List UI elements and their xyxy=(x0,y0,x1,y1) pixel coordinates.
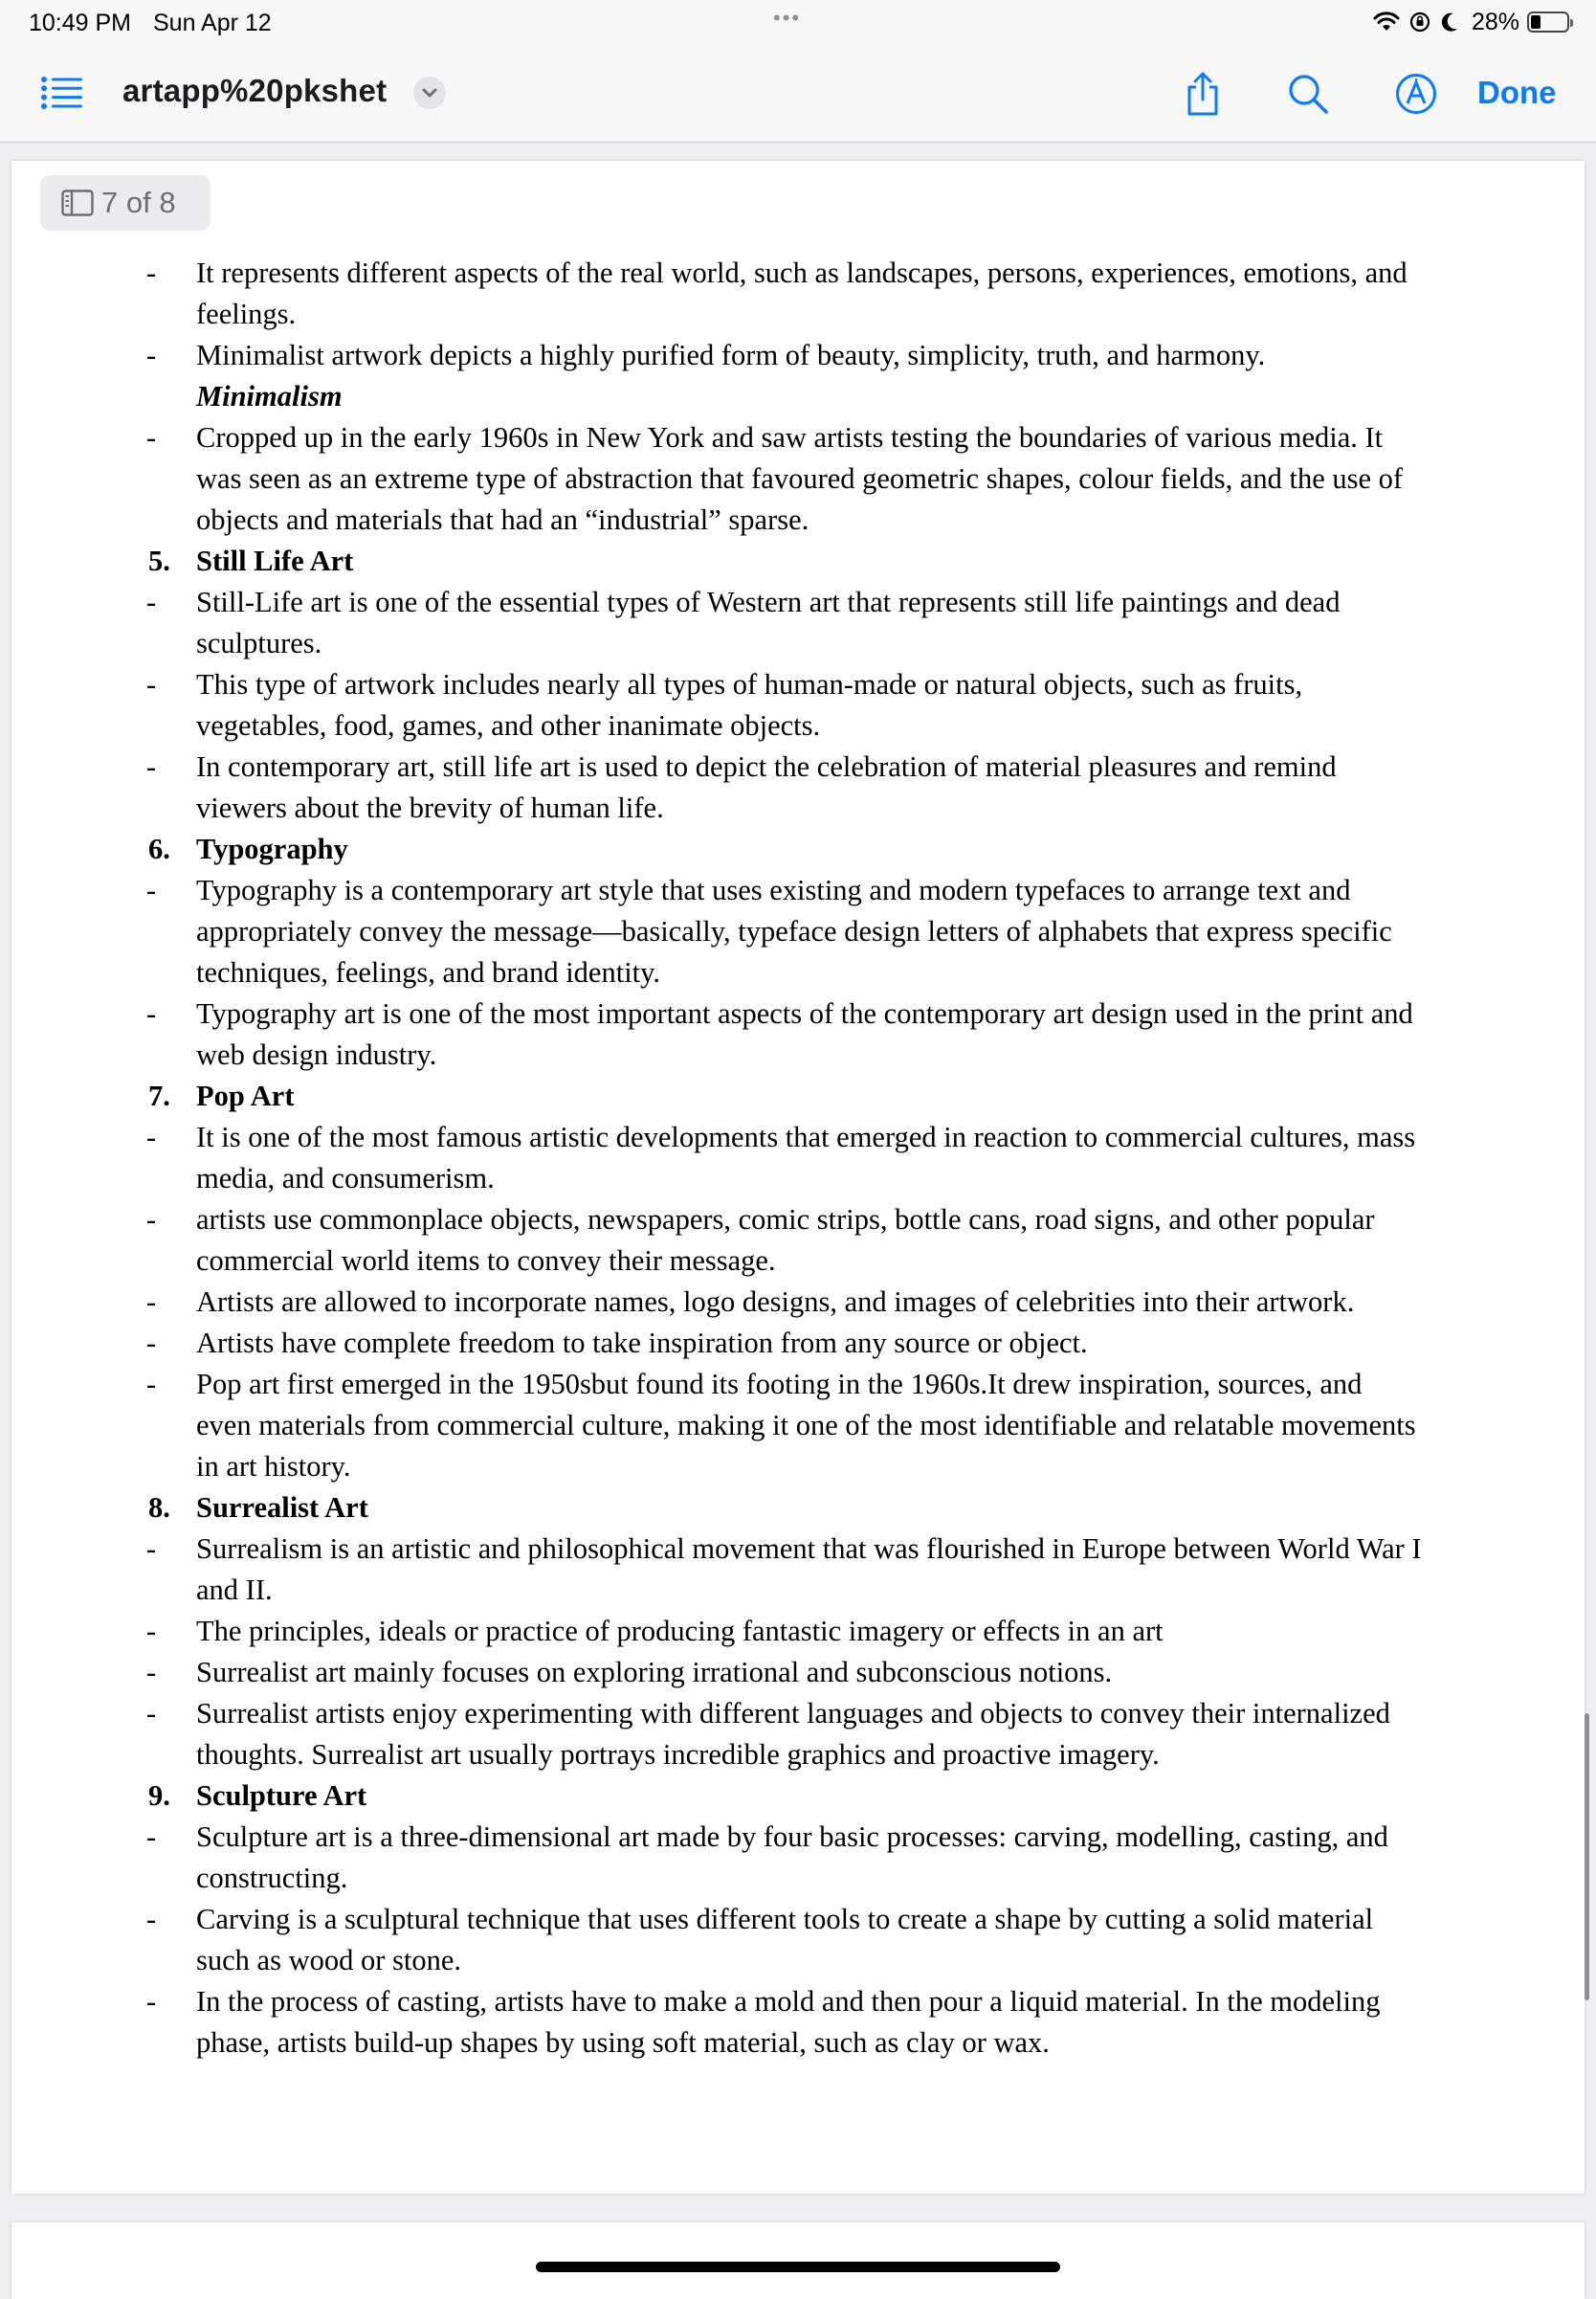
text-line: In contemporary art, still life art is used to depict the celebration of material pleasures and remind xyxy=(196,750,1337,783)
chevron-down-icon xyxy=(413,77,446,109)
text-line: techniques, feelings, and brand identity. xyxy=(196,956,661,989)
text-line: Surrealist art mainly focuses on exploring irrational and subconscious notions. xyxy=(196,1656,1113,1688)
bullet-dash: - xyxy=(146,668,157,701)
list-icon[interactable] xyxy=(40,76,84,110)
text-line: was seen as an extreme type of abstraction that favoured geometric shapes, colour fields, and the use of xyxy=(196,462,1404,495)
text-line: viewers about the brevity of human life. xyxy=(196,792,664,824)
page-thumbnail-icon xyxy=(61,190,94,216)
share-icon[interactable] xyxy=(1183,71,1223,117)
text-line: constructing. xyxy=(196,1862,348,1894)
bullet-dash: - xyxy=(146,1903,157,1935)
toolbar xyxy=(0,44,1596,143)
bullet-dash: - xyxy=(146,1615,157,1647)
status-right xyxy=(1372,8,1569,36)
bullet-dash: - xyxy=(146,874,157,906)
heading-number: 7. xyxy=(148,1080,170,1112)
text-line: commercial world items to convey their message. xyxy=(196,1244,776,1277)
text-line: Typography is a contemporary art style that uses existing and modern typefaces to arrange text and xyxy=(196,874,1351,906)
text-line: such as wood or stone. xyxy=(196,1944,462,1976)
page-indicator xyxy=(40,175,211,231)
text-line: Typography art is one of the most important aspects of the contemporary art design used in the print and xyxy=(196,997,1413,1030)
text-line: web design industry. xyxy=(196,1038,437,1071)
text-line: It represents different aspects of the real world, such as landscapes, persons, experiences, emotions, and xyxy=(196,257,1408,289)
orientation-lock-icon xyxy=(1408,11,1431,33)
heading-sculpture-art: Sculpture Art xyxy=(196,1779,367,1812)
text-line: Surrealism is an artistic and philosophical movement that was flourished in Europe between World War I xyxy=(196,1532,1422,1565)
text-line: Artists are allowed to incorporate names, logo designs, and images of celebrities into their artwork. xyxy=(196,1285,1355,1318)
text-line: feelings. xyxy=(196,298,297,330)
text-line: vegetables, food, games, and other inanimate objects. xyxy=(196,709,821,742)
search-icon[interactable] xyxy=(1287,73,1329,115)
text-line: media, and consumerism. xyxy=(196,1162,495,1194)
text-line: This type of artwork includes nearly all types of human-made or natural objects, such as fruits, xyxy=(196,668,1303,701)
heading-number: 6. xyxy=(148,833,170,865)
text-line: in art history. xyxy=(196,1450,351,1483)
home-indicator[interactable] xyxy=(536,2262,1060,2272)
multitasking-dots-icon[interactable]: ••• xyxy=(773,6,802,30)
bullet-dash: - xyxy=(146,1532,157,1565)
wifi-icon xyxy=(1372,11,1401,33)
bullet-dash: - xyxy=(146,1121,157,1153)
heading-pop-art: Pop Art xyxy=(196,1080,295,1112)
text-line: and II. xyxy=(196,1574,273,1606)
bullet-dash: - xyxy=(146,1203,157,1236)
bullet-dash: - xyxy=(146,421,157,454)
bullet-dash: - xyxy=(146,997,157,1030)
text-line: appropriately convey the message—basically, typeface design letters of alphabets that express specific xyxy=(196,915,1392,948)
heading-number: 9. xyxy=(148,1779,170,1812)
text-line: Cropped up in the early 1960s in New York and saw artists testing the boundaries of various media. It xyxy=(196,421,1384,454)
status-time: 10:49 PM xyxy=(29,10,132,36)
text-line: In the process of casting, artists have to make a mold and then pour a liquid material. In the modeling xyxy=(196,1985,1381,2018)
bullet-dash: - xyxy=(146,1368,157,1400)
title-menu-button[interactable] xyxy=(413,77,446,109)
bullet-dash: - xyxy=(146,750,157,783)
battery-icon xyxy=(1527,11,1569,33)
text-line: It is one of the most famous artistic developments that emerged in reaction to commercial cultures, mass xyxy=(196,1121,1416,1153)
done-button[interactable]: Done xyxy=(1477,75,1557,110)
markup-icon[interactable] xyxy=(1395,73,1437,115)
bullet-dash: - xyxy=(146,1656,157,1688)
bullet-dash: - xyxy=(146,1820,157,1853)
battery-level-fill xyxy=(1531,15,1541,29)
page-indicator-text: 7 of 8 xyxy=(101,186,176,219)
status-bar xyxy=(0,0,1596,44)
heading-number: 5. xyxy=(148,545,170,577)
text-line: Still-Life art is one of the essential types of Western art that represents still life paintings and dead xyxy=(196,586,1341,618)
text-line: objects and materials that had an “industrial” sparse. xyxy=(196,503,809,536)
text-line: sculptures. xyxy=(196,627,322,659)
bullet-dash: - xyxy=(146,586,157,618)
text-line: artists use commonplace objects, newspapers, comic strips, bottle cans, road signs, and other popular xyxy=(196,1203,1375,1236)
status-date: Sun Apr 12 xyxy=(153,10,272,36)
bullet-dash: - xyxy=(146,1985,157,2018)
next-pdf-page[interactable] xyxy=(11,2222,1585,2299)
heading-typography: Typography xyxy=(196,833,348,865)
scrollbar[interactable] xyxy=(1585,1713,1589,2000)
text-line: Minimalist artwork depicts a highly purified form of beauty, simplicity, truth, and harmony. xyxy=(196,339,1266,371)
bullet-dash: - xyxy=(146,1285,157,1318)
moon-icon xyxy=(1439,11,1460,33)
bullet-dash: - xyxy=(146,1697,157,1730)
subheading-minimalism: Minimalism xyxy=(196,380,343,413)
heading-number: 8. xyxy=(148,1491,170,1524)
text-line: Surrealist artists enjoy experimenting with different languages and objects to convey their internalized xyxy=(196,1697,1390,1730)
text-line: Carving is a sculptural technique that uses different tools to create a shape by cutting a solid material xyxy=(196,1903,1374,1935)
document-title[interactable]: artapp%20pkshet xyxy=(122,73,388,108)
text-line: Pop art first emerged in the 1950sbut found its footing in the 1960s.It drew inspiration, sources, and xyxy=(196,1368,1363,1400)
bullet-dash: - xyxy=(146,257,157,289)
bullet-dash: - xyxy=(146,339,157,371)
text-line: thoughts. Surrealist art usually portrays incredible graphics and proactive imagery. xyxy=(196,1738,1160,1771)
heading-surrealist-art: Surrealist Art xyxy=(196,1491,368,1524)
heading-still-life-art: Still Life Art xyxy=(196,545,354,577)
text-line: The principles, ideals or practice of producing fantastic imagery or effects in an art xyxy=(196,1615,1164,1647)
text-line: even materials from commercial culture, making it one of the most identifiable and relatable movements xyxy=(196,1409,1416,1441)
text-line: Sculpture art is a three-dimensional art made by four basic processes: carving, modelling, casting, and xyxy=(196,1820,1388,1853)
bullet-dash: - xyxy=(146,1327,157,1359)
battery-percent: 28% xyxy=(1471,8,1519,35)
text-line: phase, artists build-up shapes by using soft material, such as clay or wax. xyxy=(196,2026,1050,2059)
text-line: Artists have complete freedom to take inspiration from any source or object. xyxy=(196,1327,1088,1359)
